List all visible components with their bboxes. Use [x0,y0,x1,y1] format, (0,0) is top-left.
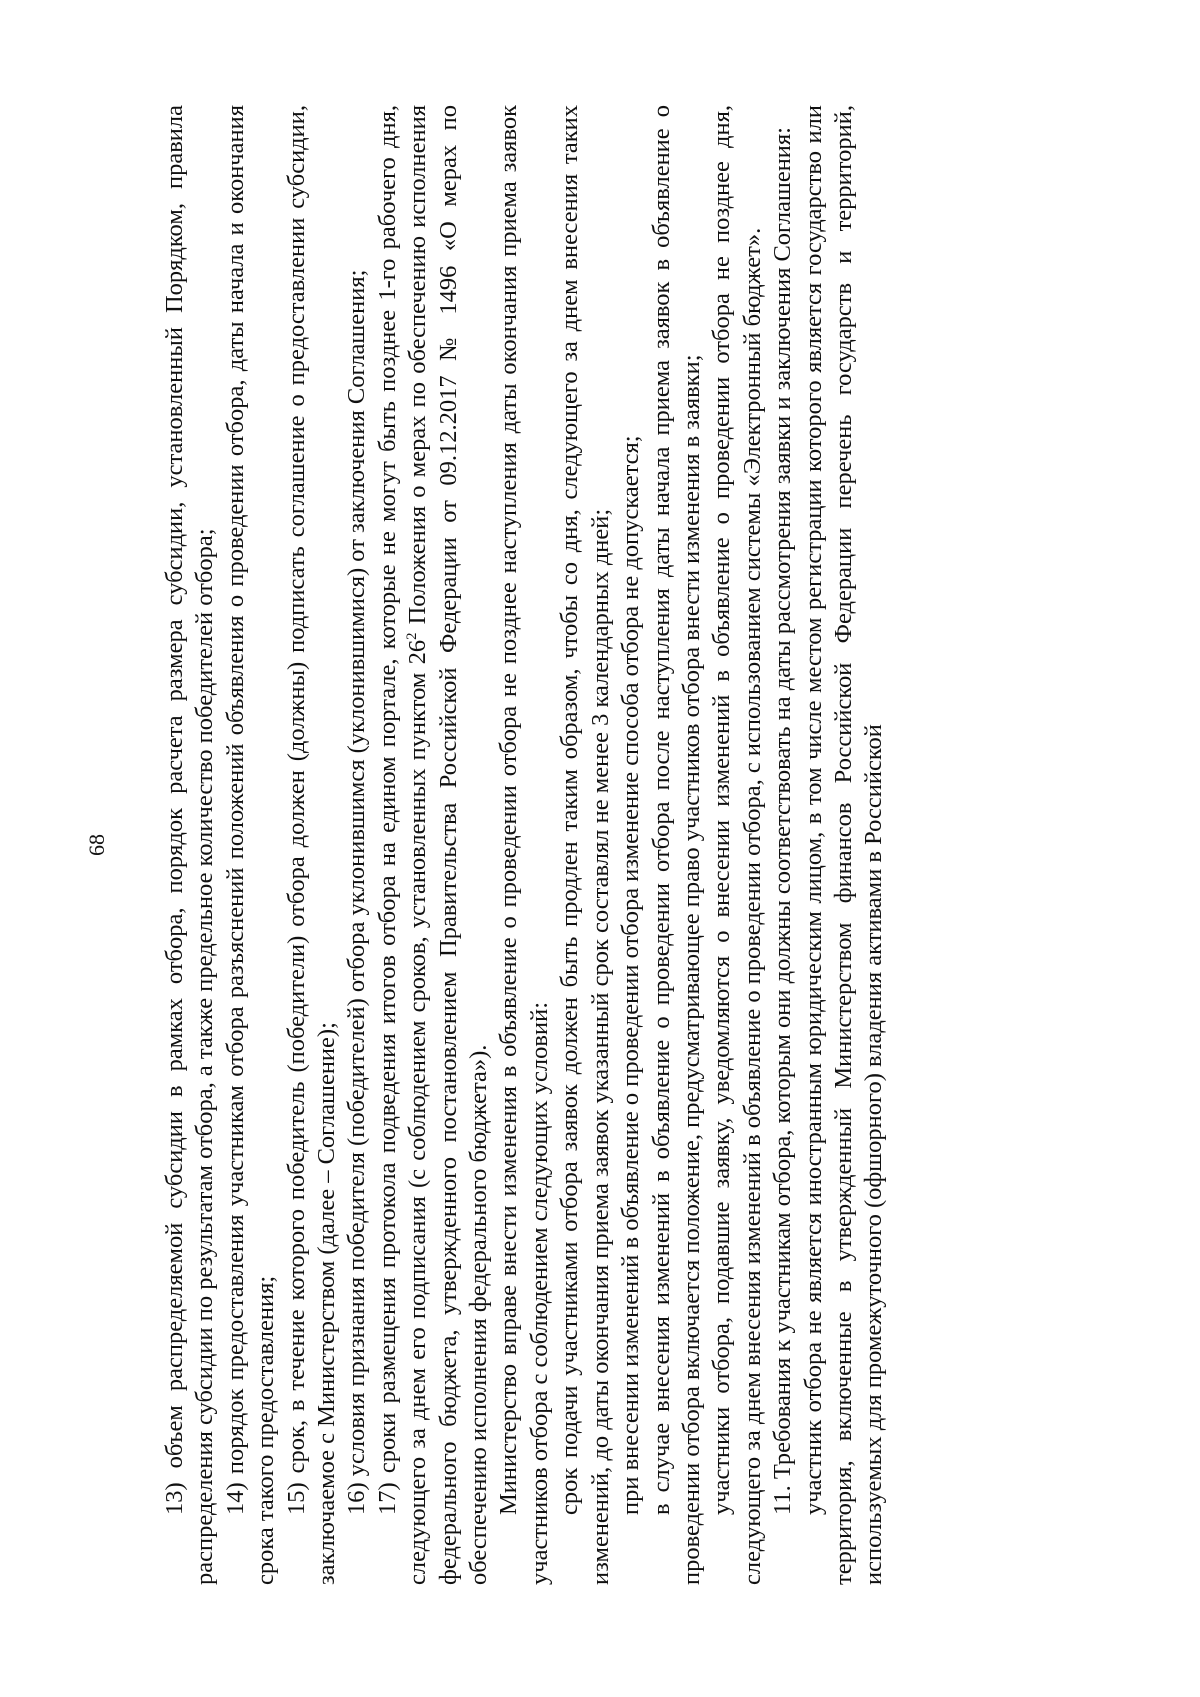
paragraph: в случае внесения изменений в объявление о проведении отбора после наступления даты начала приема заявок в объявление о проведении отбора включается положение, предусматривающее право участников отбора внести изменения в заявки; [647,105,705,1585]
paragraph: 16) условия признания победителя (победителей) отбора уклонившимся (уклонившимися) от заключения Соглашения; [343,269,371,1515]
page-number: 68 [84,834,109,856]
paragraph-text: Положения о мерах по обеспечению исполнения федерального бюджета, утвержденного постановлением Правительства Российской Федерации от 09.12.2017 № 1496 «О мерах по обеспечению исполнения федерального бюджета»). [404,105,493,1585]
paragraph: срок подачи участниками отбора заявок должен быть продлен таким образом, чтобы со дня, следующего за днем внесения таких изменений, до даты окончания приема заявок указанный срок составлял не менее 3 календарных дней; [556,105,614,1585]
paragraph: 13) объем распределяемой субсидии в рамках отбора, порядок расчета размера субсидии, установленный Порядком, правила распределения субсидии по результатам отбора, а также предельное количество победителей отбора; [161,105,219,1585]
document-text [160,105,1120,1585]
paragraph: 15) срок, в течение которого победитель (победители) отбора должен (должны) подписать соглашение о предоставлении субсидии, заключаемое с Министерством (далее – Соглашение); [282,105,341,1585]
paragraph: Министерство вправе внести изменения в объявление о проведении отбора не позднее наступления даты окончания приема заявок участников отбора с соблюдением следующих условий: [495,105,553,1585]
paragraph: 11. Требования к участникам отбора, которым они должны соответствовать на даты рассмотрения заявки и заключения Соглашения: [769,127,797,1515]
paragraph: участник отбора не является иностранным юридическим лицом, в том числе местом регистрации которого является государство или территория, включенные в утвержденный Министерством финансов Российской Федерации перечень государств и территорий, используемых для промежуточного (офшорного) владения активами в Российской [799,105,888,1585]
paragraph: 14) порядок предоставления участникам отбора разъяснений положений объявления о проведении отбора, даты начала и окончания срока такого предоставления; [221,105,280,1585]
paragraph: при внесении изменений в объявление о проведении отбора изменение способа отбора не допускается; [617,435,645,1515]
paragraph: участники отбора, подавшие заявку, уведомляются о внесении изменений в объявление о проведении отбора не позднее дня, следующего за днем внесения изменений в объявление о проведении отбора, с использованием системы «Электронный бюджет». [708,105,766,1585]
paragraph [373,105,495,1585]
paragraph-text: 17) сроки размещения протокола подведения итогов отбора на едином портале, которые не могут быть позднее 1-го рабочего дня, следующего за днем его подписания (с соблюдением сроков, установленных пунктом 26 [373,105,432,1585]
superscript: 2 [404,632,421,640]
rotated-page-body [160,105,1120,1585]
